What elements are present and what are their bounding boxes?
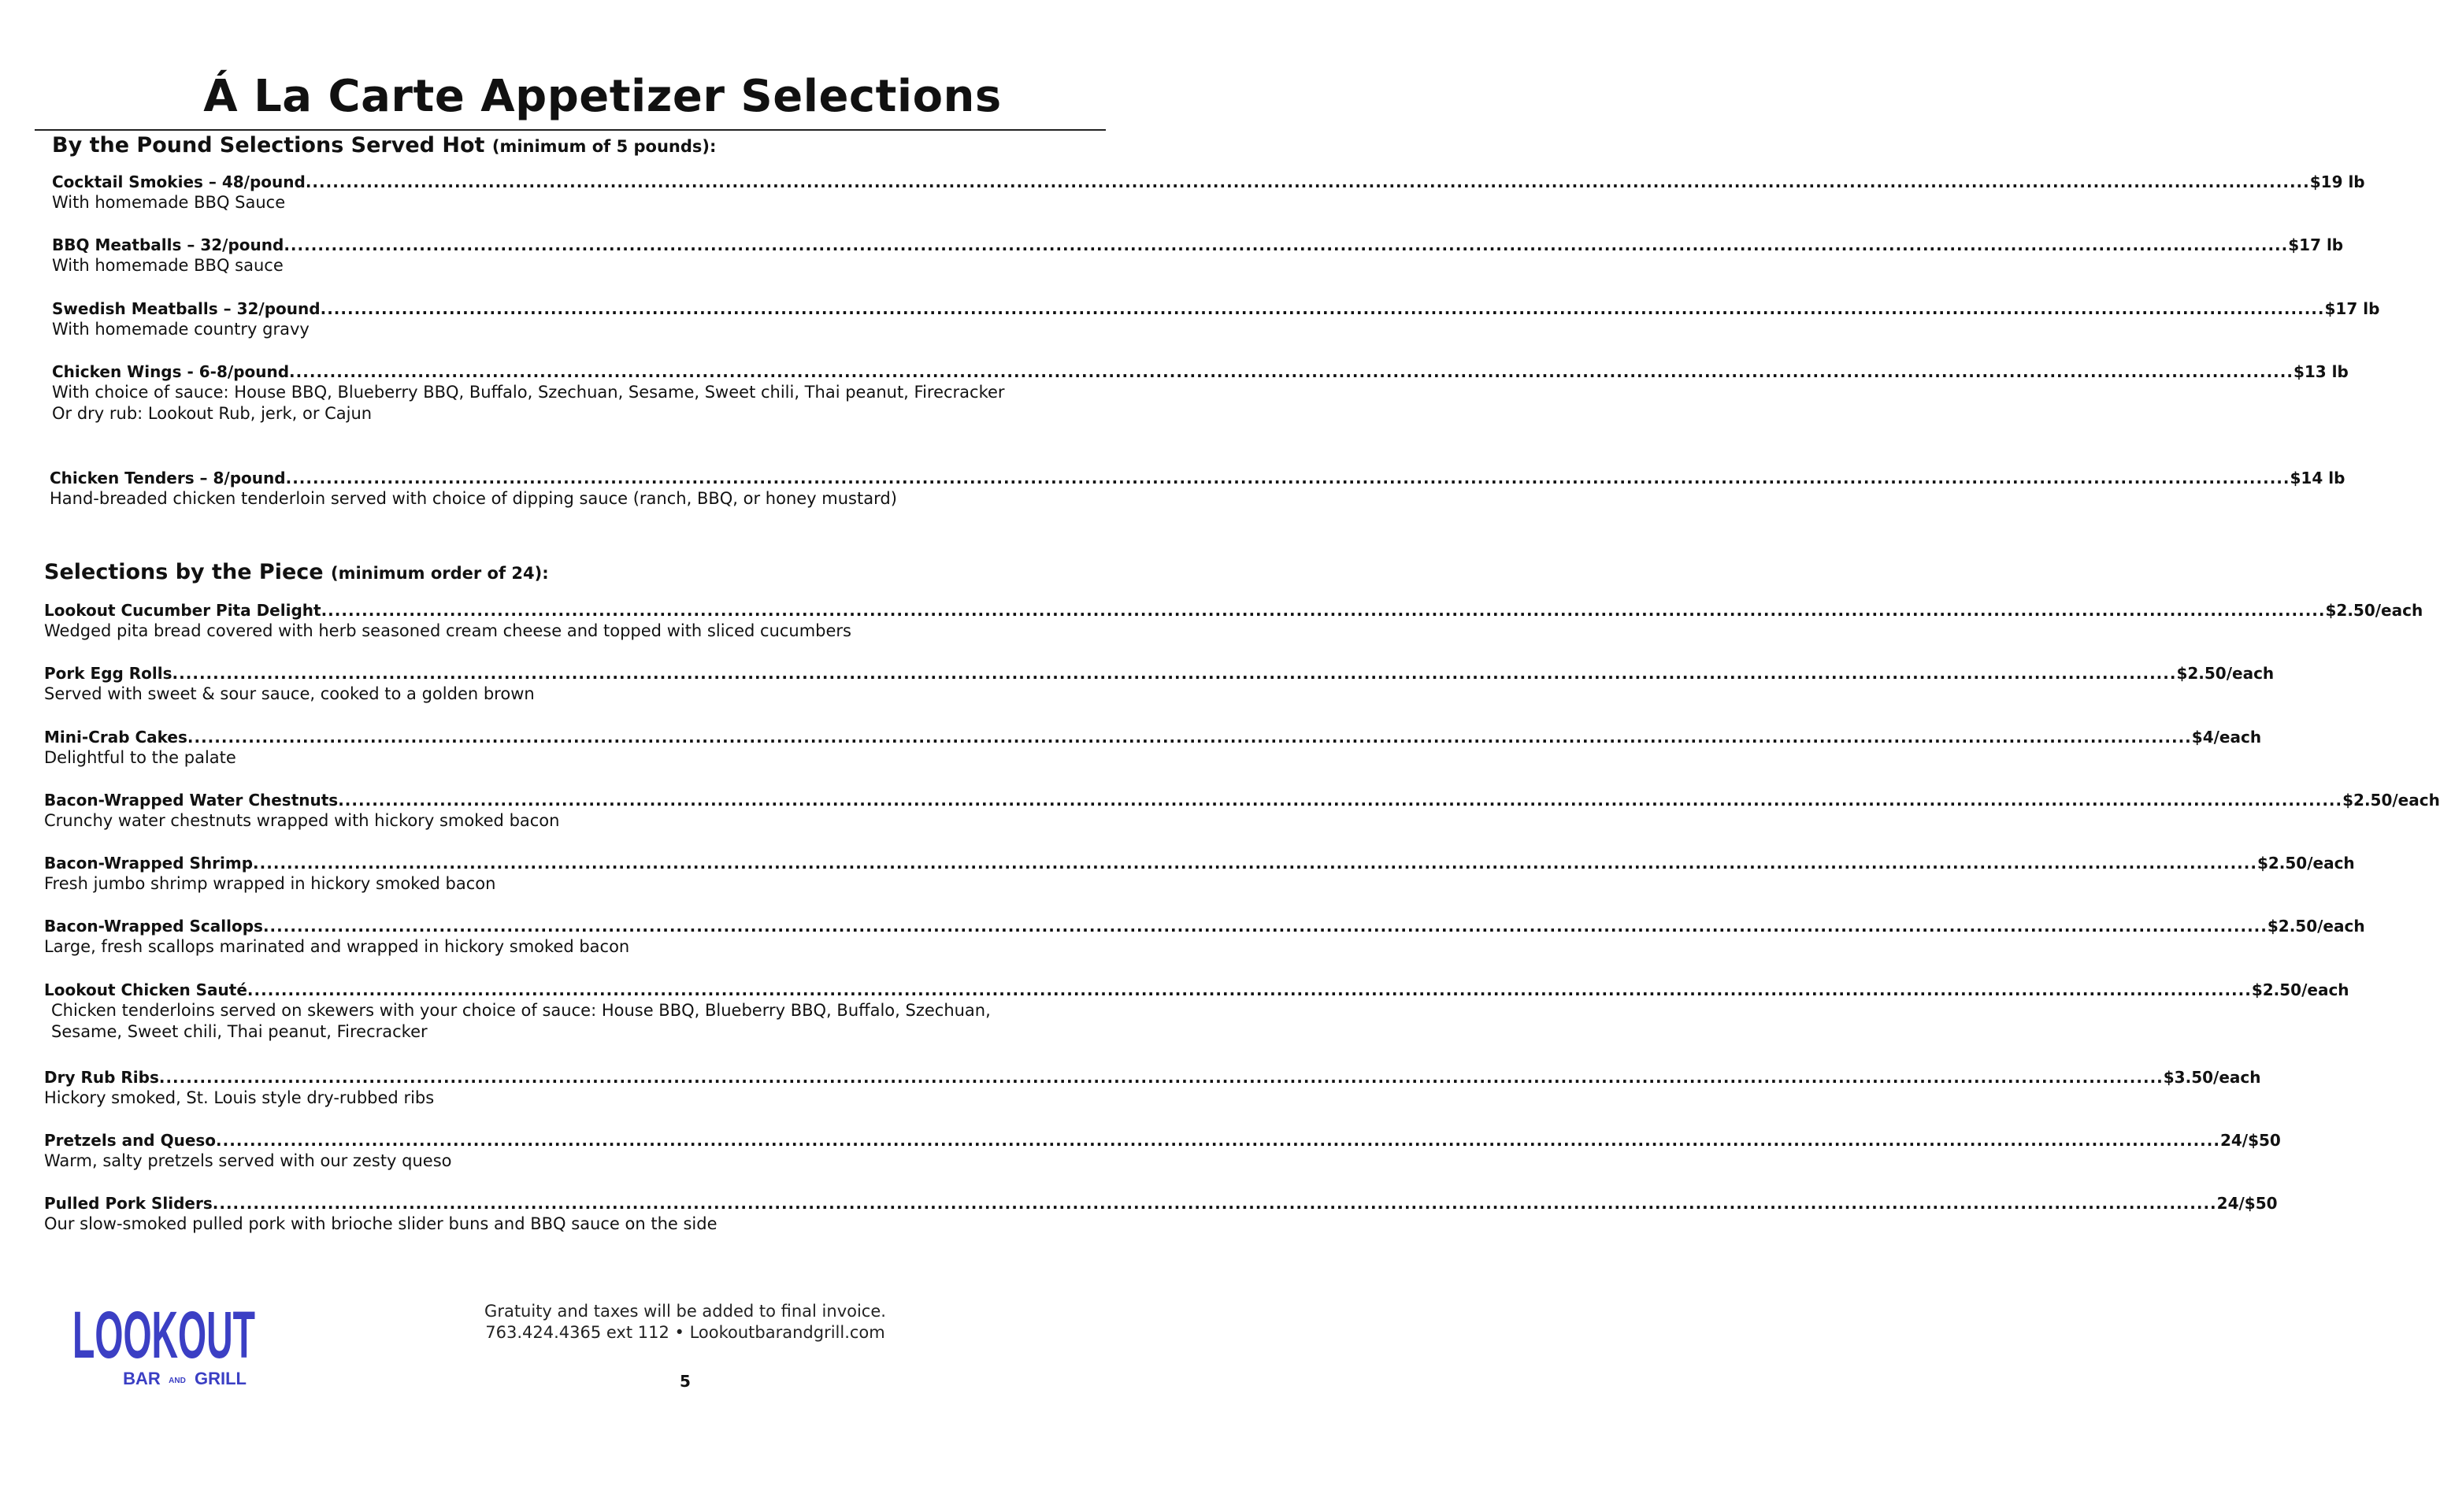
menu-item-price: $2.50/each xyxy=(2267,917,2365,936)
menu-item-description: Crunchy water chestnuts wrapped with hickory smoked bacon xyxy=(44,811,560,830)
menu-item-description: Fresh jumbo shrimp wrapped in hickory smoked bacon xyxy=(44,874,496,893)
menu-item-name: Bacon-Wrapped Scallops xyxy=(44,917,263,936)
menu-item-price: $2.50/each xyxy=(2256,854,2355,873)
menu-item-price: $17 lb xyxy=(2324,299,2380,318)
menu-item-name: Chicken Tenders – 8/pound xyxy=(50,469,286,487)
menu-item xyxy=(44,600,2423,642)
footer-contact: 763.424.4365 ext 112 • Lookoutbarandgrill.com xyxy=(485,1323,885,1342)
menu-item-price: $2.50/each xyxy=(2251,980,2349,999)
menu-item-price: $14 lb xyxy=(2290,469,2345,487)
menu-item-name: Bacon-Wrapped Shrimp xyxy=(44,854,254,873)
leader-dots xyxy=(213,1193,2217,1214)
menu-item-name: Mini-Crab Cakes xyxy=(44,728,187,747)
menu-item xyxy=(44,790,2440,832)
menu-item-description: With homemade BBQ sauce xyxy=(52,256,284,275)
menu-item-description: Our slow-smoked pulled pork with brioche slider buns and BBQ sauce on the side xyxy=(44,1214,718,1233)
menu-item-name: Lookout Chicken Sauté xyxy=(44,980,247,999)
menu-item-description: Warm, salty pretzels served with our zesty queso xyxy=(44,1151,452,1170)
menu-item-description: With homemade BBQ Sauce xyxy=(52,193,286,212)
menu-item-description: With homemade country gravy xyxy=(52,320,310,339)
logo-sub-bar: BAR xyxy=(123,1369,161,1388)
leader-dots xyxy=(247,980,2252,1000)
footer-invoice-note: Gratuity and taxes will be added to final invoice. xyxy=(484,1302,886,1321)
logo-word: LOOKOUT xyxy=(72,1298,255,1372)
menu-item-name: Lookout Cucumber Pita Delight xyxy=(44,601,321,620)
menu-item-price: $2.50/each xyxy=(2325,601,2423,620)
menu-item-name: Pretzels and Queso xyxy=(44,1131,217,1150)
leader-dots xyxy=(187,727,2192,747)
menu-item-price: $2.50/each xyxy=(2342,791,2440,810)
menu-item-description: Large, fresh scallops marinated and wrapped in hickory smoked bacon xyxy=(44,937,630,956)
menu-item xyxy=(44,1067,2261,1109)
menu-item-price: $17 lb xyxy=(2288,235,2344,254)
section-heading-by-piece xyxy=(44,559,549,587)
menu-item-name: Pulled Pork Sliders xyxy=(44,1194,213,1213)
menu-item-name: Dry Rub Ribs xyxy=(44,1068,159,1087)
menu-item xyxy=(52,361,2349,424)
menu-item-description: Or dry rub: Lookout Rub, jerk, or Cajun xyxy=(52,404,373,423)
leader-dots xyxy=(321,298,2325,319)
menu-item-name: BBQ Meatballs – 32/pound xyxy=(52,235,284,254)
section-heading-by-pound xyxy=(52,132,716,160)
leader-dots xyxy=(159,1067,2164,1088)
logo-sub-and: AND xyxy=(169,1377,186,1385)
menu-item-price: $4/each xyxy=(2191,728,2262,747)
leader-dots xyxy=(284,235,2288,255)
menu-item-description: With choice of sauce: House BBQ, Blueberry BBQ, Buffalo, Szechuan, Sesame, Sweet chili, Thai peanut, Firecracker xyxy=(52,383,1005,402)
section-heading-by-pound-title: By the Pound Selections Served Hot xyxy=(52,133,485,158)
menu-item xyxy=(44,1130,2281,1172)
menu-item xyxy=(44,663,2275,705)
menu-item xyxy=(52,298,2380,340)
menu-item-name: Bacon-Wrapped Water Chestnuts xyxy=(44,791,339,810)
menu-item xyxy=(44,980,2349,1043)
section-heading-by-piece-title: Selections by the Piece xyxy=(44,560,324,584)
menu-item-price: $13 lb xyxy=(2293,362,2349,381)
menu-item-description: Delightful to the palate xyxy=(44,748,236,767)
menu-item-description: Hand-breaded chicken tenderloin served with choice of dipping sauce (ranch, BBQ, or honey mustard) xyxy=(50,489,897,508)
menu-item xyxy=(44,916,2365,958)
page-number: 5 xyxy=(680,1372,691,1391)
menu-item xyxy=(44,1193,2278,1235)
menu-item-price: $2.50/each xyxy=(2176,664,2275,683)
menu-item xyxy=(52,235,2344,276)
leader-dots xyxy=(216,1130,2220,1151)
section-heading-by-piece-note: (minimum order of 24): xyxy=(330,564,549,583)
menu-item-price: 24/$50 xyxy=(2219,1131,2281,1150)
lookout-logo xyxy=(69,1298,258,1388)
leader-dots xyxy=(263,916,2268,936)
menu-item-name: Swedish Meatballs – 32/pound xyxy=(52,299,321,318)
menu-item xyxy=(44,727,2262,769)
menu-item-description: Sesame, Sweet chili, Thai peanut, Firecracker xyxy=(51,1022,428,1041)
section-heading-by-pound-note: (minimum of 5 pounds): xyxy=(491,137,717,156)
leader-dots xyxy=(306,172,2310,192)
leader-dots xyxy=(253,853,2257,873)
menu-item-description: Hickory smoked, St. Louis style dry-rubbed ribs xyxy=(44,1088,435,1107)
title-divider xyxy=(35,129,1106,131)
menu-item-name: Pork Egg Rolls xyxy=(44,664,172,683)
leader-dots xyxy=(338,790,2342,810)
menu-item xyxy=(44,853,2355,895)
menu-item-name: Cocktail Smokies – 48/pound xyxy=(52,172,306,191)
leader-dots xyxy=(289,361,2294,382)
leader-dots xyxy=(321,600,2326,621)
menu-item-description: Wedged pita bread covered with herb seasoned cream cheese and topped with sliced cucumbers xyxy=(44,621,851,640)
menu-item-description: Chicken tenderloins served on skewers with your choice of sauce: House BBQ, Blueberry BBQ, Buffalo, Szechuan, xyxy=(51,1001,991,1020)
leader-dots xyxy=(286,468,2290,488)
menu-item-name: Chicken Wings - 6-8/pound xyxy=(52,362,290,381)
logo-sub-grill: GRILL xyxy=(195,1369,247,1388)
menu-item xyxy=(52,172,2365,213)
menu-item-price: $19 lb xyxy=(2309,172,2365,191)
leader-dots xyxy=(172,663,2177,684)
menu-item-price: 24/$50 xyxy=(2216,1194,2278,1213)
menu-item xyxy=(50,468,2345,510)
menu-item-price: $3.50/each xyxy=(2163,1068,2261,1087)
menu-item-description: Served with sweet & sour sauce, cooked to a golden brown xyxy=(44,684,535,703)
page-title: Á La Carte Appetizer Selections xyxy=(203,71,1002,122)
